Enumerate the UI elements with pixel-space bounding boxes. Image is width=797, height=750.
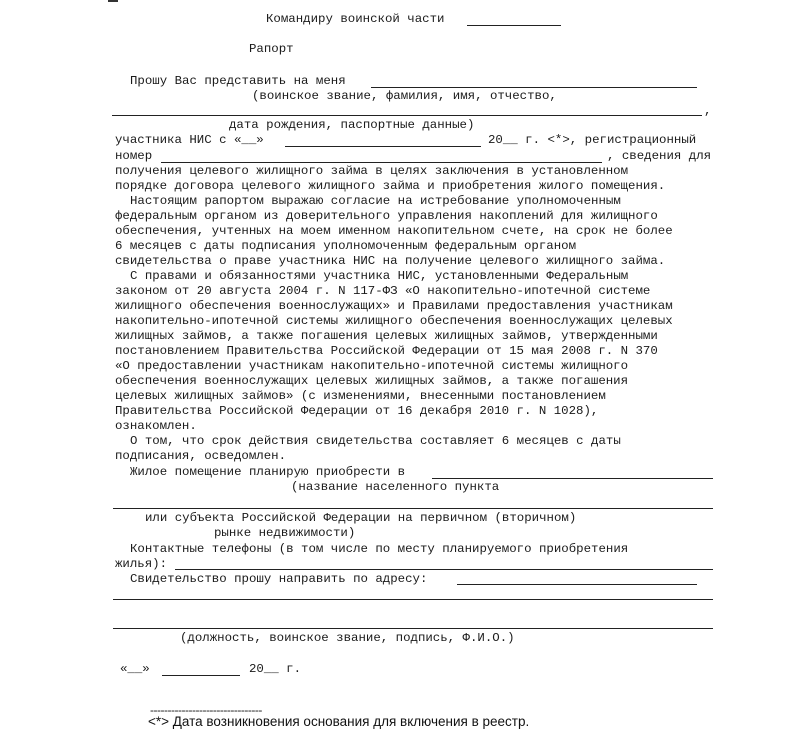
registration-number-tail: , сведения для	[607, 149, 712, 163]
participant-year-label: 20__ г. <*>, регистрационный	[488, 133, 697, 147]
rights-line: целевых жилищных займов» (с изменениями, внесенными постановлением	[115, 389, 606, 403]
rights-line: С правами и обязанностями участника НИС, установленными Федеральным	[130, 269, 629, 283]
participant-since-label: участника НИС с «__»	[115, 133, 264, 147]
address-line: Свидетельство прошу направить по адресу:	[130, 572, 428, 586]
consent-line: свидетельства о праве участника НИС на получение целевого жилищного займа.	[115, 254, 666, 268]
footnote-text: <*> Дата возникновения основания для включения в реестр.	[148, 714, 530, 729]
rights-line: Правительства Российской Федерации от 16 декабря 2010 г. N 1028),	[115, 404, 599, 418]
registration-number-field[interactable]	[161, 162, 602, 163]
rights-line: постановлением Правительства Российской Федерации от 15 мая 2008 г. N 370	[115, 344, 658, 358]
consent-line: обеспечения, учтенных на моем именном накопительном счете, на срок не более	[115, 224, 673, 238]
phones-field[interactable]	[175, 569, 713, 570]
market-hint: рынке недвижимости)	[214, 526, 356, 540]
settlement-field[interactable]	[432, 478, 713, 479]
footnote-separator: --------------------------------	[150, 703, 262, 717]
signature-hint: (должность, воинское звание, подпись, Ф.И.О.)	[180, 631, 515, 645]
rights-line: «О предоставлении участникам накопительно-ипотечной системы жилищного	[115, 359, 629, 373]
participant-month-field[interactable]	[285, 146, 481, 147]
top-edge-mark	[108, 0, 118, 2]
signature-date-day: «__»	[120, 662, 150, 676]
housing-line: Жилое помещение планирую приобрести в	[130, 465, 406, 479]
rights-line: жилищных займов, а также погашения целевых жилищных займов, утвержденными	[115, 329, 658, 343]
consent-line: 6 месяцев с даты подписания уполномоченным федеральным органом	[115, 239, 577, 253]
validity-line-1: О том, что срок действия свидетельства составляет 6 месяцев с даты	[130, 434, 621, 448]
registration-number-label: номер	[115, 149, 153, 163]
rights-line: накопительно-ипотечной системы жилищного обеспечения военнослужащих целевых	[115, 314, 673, 328]
signature-date-year: 20__ г.	[249, 662, 302, 676]
signature-field[interactable]	[113, 628, 713, 629]
validity-line-2: подписания, осведомлен.	[115, 449, 287, 463]
applicant-details-field[interactable]	[112, 115, 702, 116]
signature-month-field[interactable]	[162, 675, 240, 676]
consent-line: Настоящим рапортом выражаю согласие на истребование уполномоченным	[130, 194, 621, 208]
contacts-line-2: жилья):	[115, 557, 168, 571]
rights-line: ознакомлен.	[115, 419, 197, 433]
rights-line: законом от 20 августа 2004 г. N 117-ФЗ «О накопительно-ипотечной системе	[115, 284, 651, 298]
applicant-details-hint: дата рождения, паспортные данные)	[229, 118, 475, 132]
unit-number-field[interactable]	[467, 25, 561, 26]
settlement-hint: (название населенного пункта	[291, 480, 500, 494]
document-title: Рапорт	[249, 42, 294, 56]
rights-line: обеспечения военнослужащих целевых жилищных займов, а также погашения	[115, 374, 629, 388]
request-line: Прошу Вас представить на меня	[130, 74, 346, 88]
region-hint: или субъекта Российской Федерации на первичном (вторичном)	[145, 511, 577, 525]
address-field-2[interactable]	[113, 599, 713, 600]
purpose-line-2: порядке договора целевого жилищного займа и приобретения жилого помещения.	[115, 179, 666, 193]
consent-line: федеральным органом из доверительного управления накоплений для жилищного	[115, 209, 658, 223]
rights-line: жилищного обеспечения военнослужащих» и Правилами предоставления участникам	[115, 299, 673, 313]
purpose-line-1: получения целевого жилищного займа в целях заключения в установленном	[115, 164, 629, 178]
address-field[interactable]	[457, 584, 697, 585]
applicant-name-field[interactable]	[371, 87, 697, 88]
contacts-line-1: Контактные телефоны (в том числе по месту планируемого приобретения	[130, 542, 629, 556]
addressee-label: Командиру воинской части	[266, 12, 445, 26]
settlement-field-2[interactable]	[113, 508, 713, 509]
comma: ,	[704, 104, 712, 118]
applicant-name-hint: (воинское звание, фамилия, имя, отчество,	[252, 89, 557, 103]
